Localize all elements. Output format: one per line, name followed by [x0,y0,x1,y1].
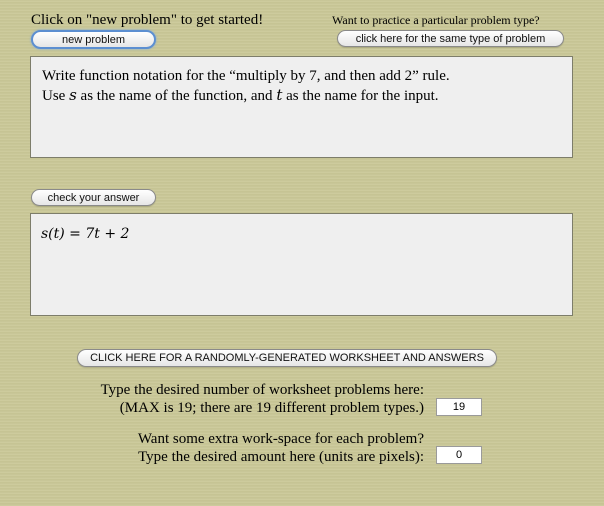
check-answer-button[interactable]: check your answer [31,189,156,206]
instruction-text: Click on "new problem" to get started! [31,12,264,28]
answer-expression: s(t) = 7t + 2 [41,226,130,242]
same-type-button[interactable]: click here for the same type of problem [337,30,564,47]
worksheet-button[interactable]: CLICK HERE FOR A RANDOMLY-GENERATED WORKSHEET AND ANSWERS [77,349,497,367]
new-problem-button[interactable]: new problem [31,30,156,49]
input-variable: t [276,86,283,104]
worksheet-count-label-2: (MAX is 19; there are 19 different problem types.) [119,400,424,416]
workspace-label-1: Want some extra work-space for each problem? [137,431,424,447]
answer-panel[interactable] [30,213,573,316]
problem-line-2-suffix: as the name for the input. [286,88,439,104]
worksheet-count-input[interactable]: 19 [436,398,482,416]
problem-panel [30,56,573,158]
practice-prompt: Want to practice a particular problem type? [332,13,540,27]
problem-line-1: Write function notation for the “multiply by 7, and then add 2” rule. [42,68,450,84]
problem-line-2 [42,86,439,105]
problem-line-2-middle: as the name of the function, and [80,88,273,104]
worksheet-count-label-1: Type the desired number of worksheet problems here: [100,382,424,398]
workspace-label-2: Type the desired amount here (units are pixels): [138,449,424,465]
problem-line-2-prefix: Use [42,88,66,104]
function-variable: s [69,86,77,104]
workspace-input[interactable]: 0 [436,446,482,464]
